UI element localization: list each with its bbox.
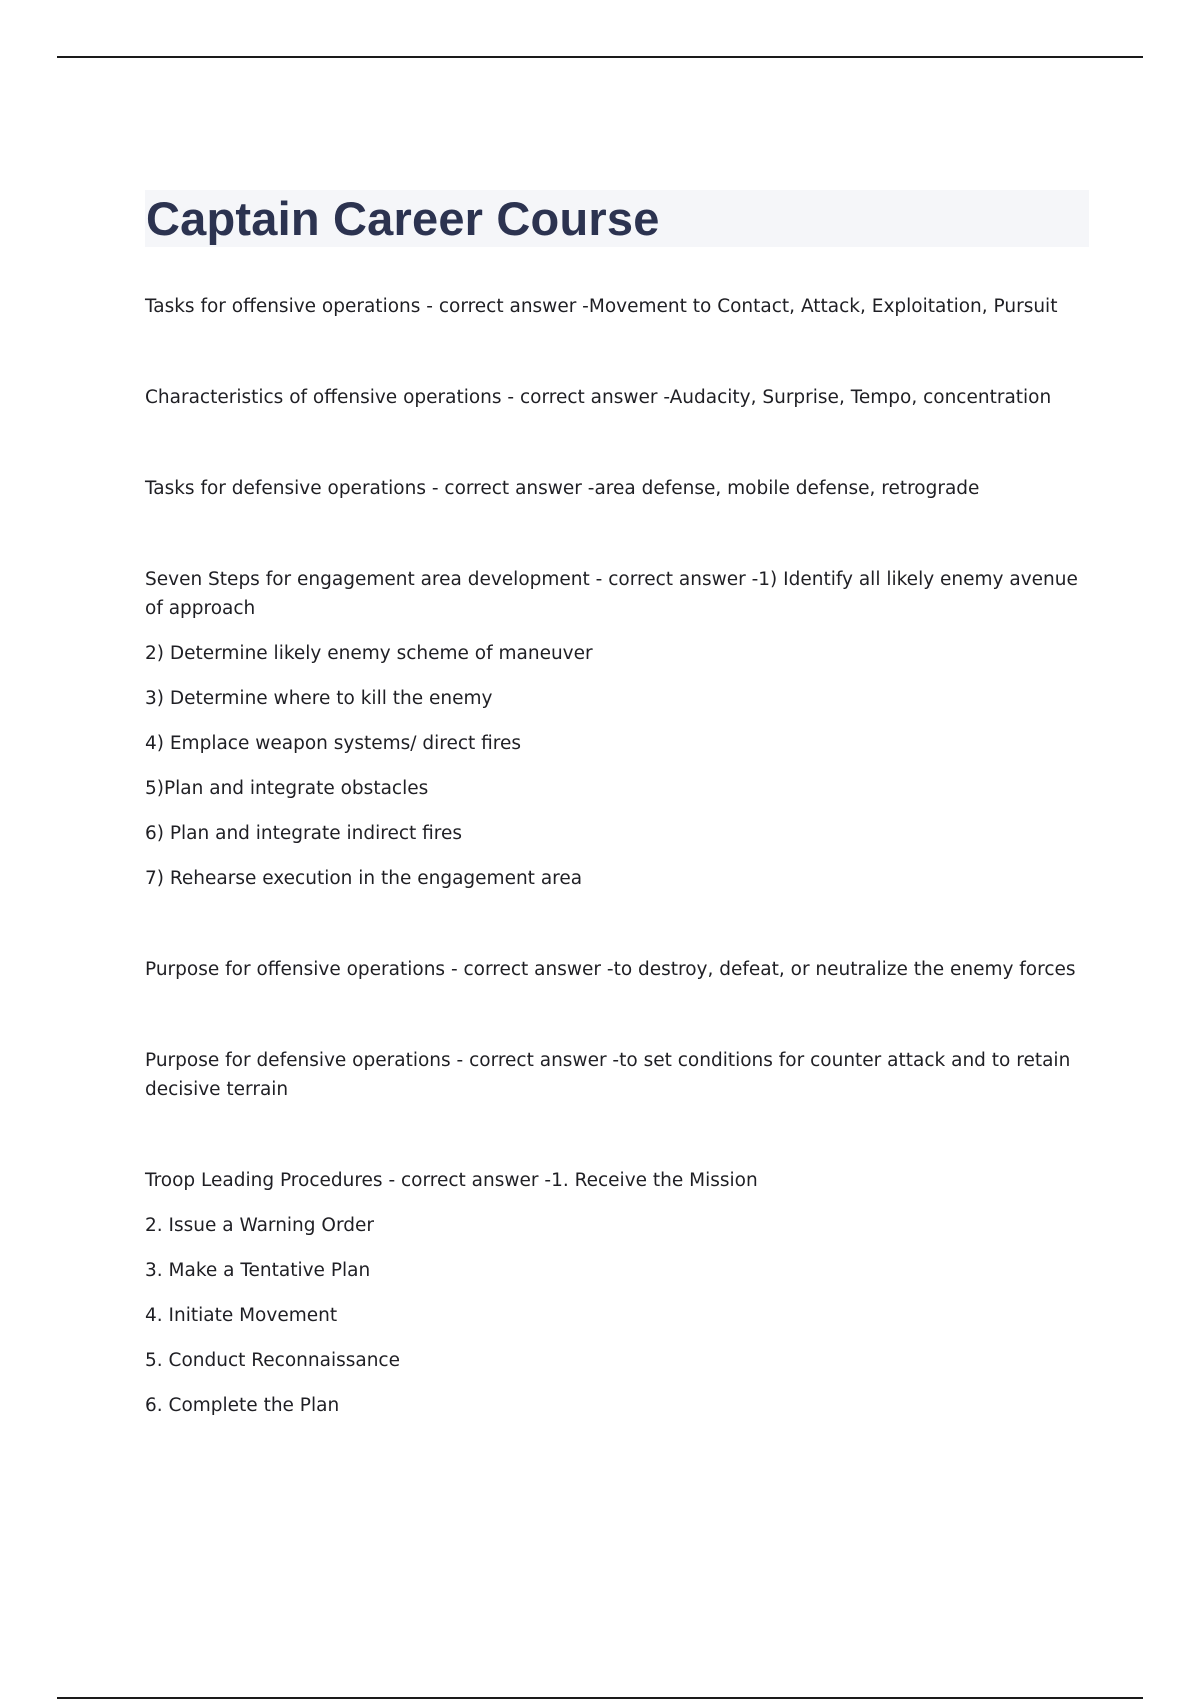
question-text: Seven Steps for engagement area development (145, 569, 590, 590)
answer-separator: - correct answer - (445, 959, 614, 980)
document-title: Captain Career Course (146, 192, 660, 245)
answer-text: 1) Identify all likely enemy avenue of approach (145, 569, 1078, 619)
qa-line (145, 474, 1085, 503)
qa-line (145, 1166, 1085, 1195)
qa-entry (145, 565, 1085, 893)
answer-step: 5)Plan and integrate obstacles (145, 778, 429, 799)
answer-step: 2. Issue a Warning Order (145, 1215, 374, 1236)
qa-entry (145, 474, 1085, 503)
qa-entry (145, 1166, 1085, 1420)
answer-step: 6) Plan and integrate indirect fires (145, 823, 463, 844)
qa-entry (145, 383, 1085, 412)
answer-step: 3. Make a Tentative Plan (145, 1260, 371, 1281)
header-rule (57, 56, 1143, 58)
qa-line (145, 383, 1085, 412)
qa-list (145, 292, 1085, 1420)
question-text: Troop Leading Procedures (145, 1170, 383, 1191)
qa-entry (145, 955, 1085, 984)
question-text: Tasks for offensive operations (145, 296, 421, 317)
answer-text: 1. Receive the Mission (551, 1170, 758, 1191)
answer-separator: - correct answer - (425, 478, 595, 499)
qa-line (145, 1046, 1085, 1104)
answer-text: Audacity, Surprise, Tempo, concentration (669, 387, 1052, 408)
answer-separator: - correct answer - (589, 569, 759, 590)
answer-separator: - correct answer - (450, 1050, 620, 1071)
answer-text: to set conditions for counter attack and to retain decisive terrain (145, 1050, 1071, 1100)
answer-separator: - correct answer - (420, 296, 589, 317)
question-text: Purpose for defensive operations (145, 1050, 451, 1071)
answer-step: 3) Determine where to kill the enemy (145, 688, 493, 709)
answer-step: 4. Initiate Movement (145, 1305, 338, 1326)
qa-line (145, 565, 1085, 623)
qa-entry (145, 1046, 1085, 1104)
answer-step: 4) Emplace weapon systems/ direct fires (145, 733, 522, 754)
qa-line (145, 292, 1085, 321)
question-text: Tasks for defensive operations (145, 478, 426, 499)
qa-line (145, 955, 1085, 984)
question-text: Purpose for offensive operations (145, 959, 446, 980)
qa-entry (145, 292, 1085, 321)
answer-text: Movement to Contact, Attack, Exploitation, Pursuit (588, 296, 1058, 317)
answer-step: 5. Conduct Reconnaissance (145, 1350, 400, 1371)
answer-text: area defense, mobile defense, retrograde (594, 478, 980, 499)
answer-step: 7) Rehearse execution in the engagement area (145, 868, 583, 889)
answer-separator: - correct answer - (382, 1170, 552, 1191)
answer-step: 2) Determine likely enemy scheme of maneuver (145, 643, 593, 664)
answer-text: to destroy, defeat, or neutralize the enemy forces (613, 959, 1076, 980)
question-text: Characteristics of offensive operations (145, 387, 502, 408)
footer-rule (57, 1697, 1143, 1699)
answer-step: 6. Complete the Plan (145, 1395, 340, 1416)
answer-separator: - correct answer - (501, 387, 670, 408)
